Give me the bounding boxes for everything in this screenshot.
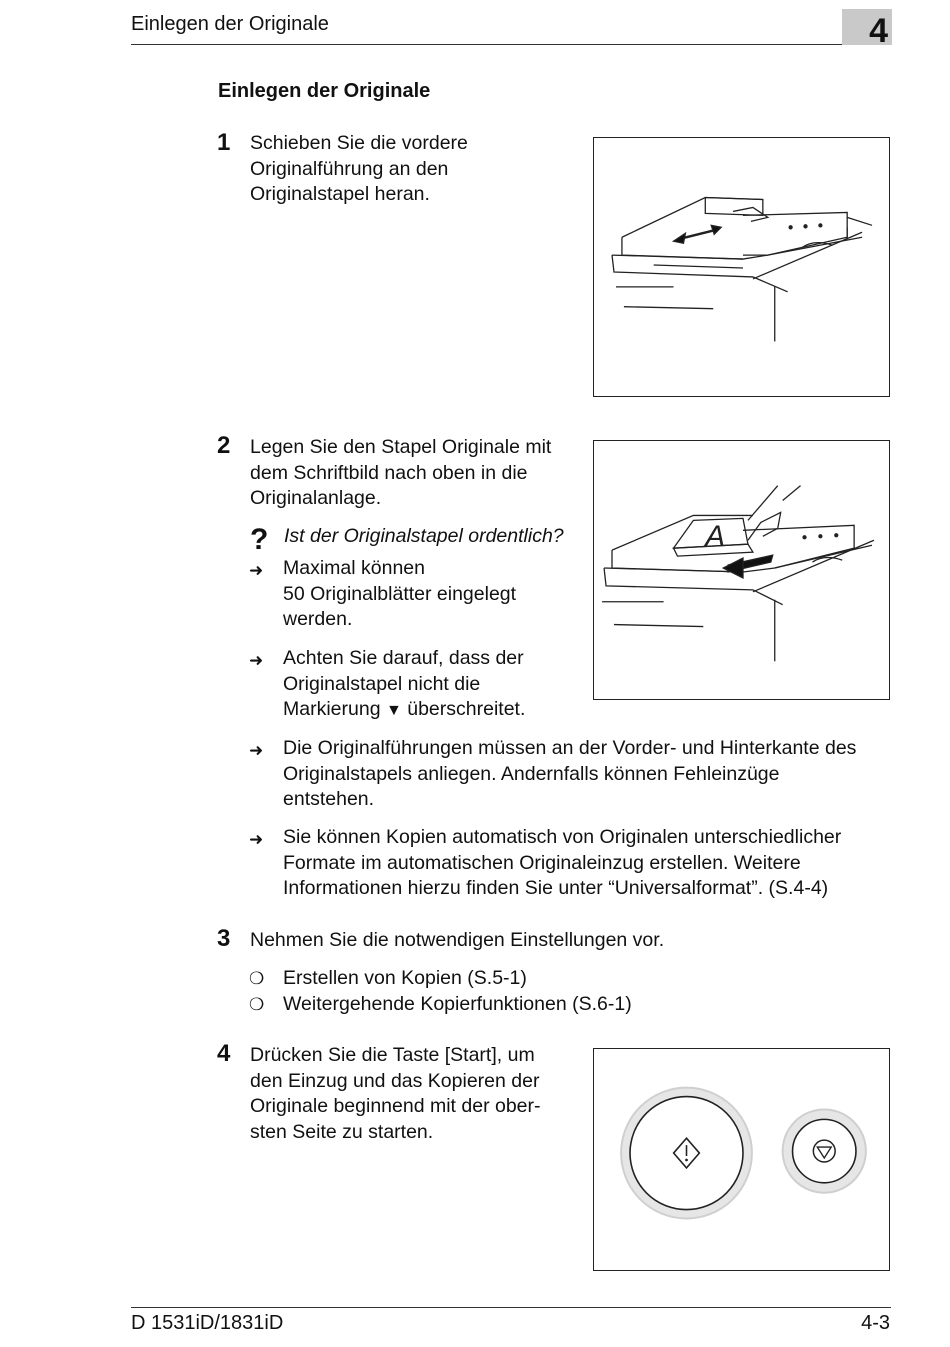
circle-bullet-icon: ❍ [249, 969, 265, 988]
note-4 [283, 825, 841, 902]
note-line: Originalstapels anliegen. Andernfalls können Fehleinzüge [283, 762, 780, 785]
figure-front-guide [593, 137, 890, 397]
step-2-line: dem Schriftbild nach oben in die [250, 461, 528, 484]
step-3-text: Nehmen Sie die notwendigen Einstellungen vor. [250, 929, 665, 951]
step-1-line: Originalstapel heran. [250, 183, 430, 205]
note-line: entstehen. [283, 788, 375, 810]
step-4-line: den Einzug und das Kopieren der [250, 1069, 540, 1092]
step-4-line: Originale beginnend mit der ober- [250, 1095, 541, 1117]
step-2-number: 2 [217, 432, 231, 459]
step-1-number: 1 [217, 129, 231, 156]
arrow-icon: ➜ [249, 561, 264, 580]
running-header-title: Einlegen der Originale [131, 13, 329, 35]
arrow-icon: ➜ [249, 741, 264, 760]
step-1-line: Schieben Sie die vordere [250, 132, 468, 154]
step-4-line: Drücken Sie die Taste [Start], um [250, 1044, 535, 1066]
loading-originals-illustration [594, 441, 889, 699]
note-text: überschreitet. [407, 698, 526, 720]
figure-start-stop-buttons [593, 1048, 890, 1271]
triangle-marker-icon: ▼ [385, 702, 402, 719]
arrow-icon: ➜ [249, 651, 264, 670]
control-panel-keys [594, 1049, 889, 1270]
note-line: Sie können Kopien automatisch von Originalen unterschiedlicher [283, 826, 842, 848]
section-title: Einlegen der Originale [218, 80, 431, 102]
step-3-number: 3 [217, 925, 231, 952]
note-line: Informationen hierzu finden Sie unter “Universalformat”. (S.4-4) [283, 877, 829, 899]
note-line: Die Originalführungen müssen an der Vorder- und Hinterkante des [283, 737, 857, 759]
note-3 [283, 736, 856, 813]
note-line-with-marker [283, 697, 525, 724]
note-1 [283, 556, 516, 633]
arrow-icon: ➜ [249, 830, 264, 849]
note-line: Maximal können [283, 557, 425, 579]
figure-load-originals [593, 440, 890, 700]
note-text: Markierung [283, 698, 381, 720]
step-4-text [250, 1043, 541, 1145]
footer-model: D 1531iD/1831iD [131, 1312, 284, 1334]
note-line: Achten Sie darauf, dass der [283, 647, 524, 669]
step-2-text [250, 435, 551, 512]
header-rule [131, 44, 891, 45]
step-4-number: 4 [217, 1040, 231, 1067]
footer-page-number: 4-3 [861, 1312, 890, 1334]
stop-octagon-icon [783, 1109, 866, 1192]
option-item: Erstellen von Kopien (S.5-1) [283, 967, 527, 989]
document-feeder-illustration [594, 138, 889, 396]
step-1-line: Originalführung an den [250, 157, 449, 180]
question-text: Ist der Originalstapel ordentlich? [284, 525, 564, 547]
step-4-line: sten Seite zu starten. [250, 1120, 434, 1143]
footer-rule [131, 1307, 891, 1308]
chapter-number-tab: 4 [842, 9, 892, 45]
circle-bullet-icon: ❍ [249, 995, 265, 1014]
note-2 [283, 646, 525, 724]
step-2-line: Legen Sie den Stapel Originale mit [250, 436, 552, 458]
note-line: 50 Originalblätter eingelegt [283, 582, 517, 605]
note-line: werden. [283, 608, 353, 630]
question-icon: ? [250, 523, 269, 556]
figure-letter: A [705, 520, 726, 554]
option-item: Weitergehende Kopierfunktionen (S.6-1) [283, 993, 632, 1015]
note-line: Originalstapel nicht die [283, 672, 481, 695]
note-line: Formate im automatischen Originaleinzug erstellen. Weitere [283, 851, 801, 874]
start-diamond-icon [621, 1088, 752, 1219]
step-2-line: Originalanlage. [250, 487, 382, 509]
step-1-text [250, 131, 468, 208]
